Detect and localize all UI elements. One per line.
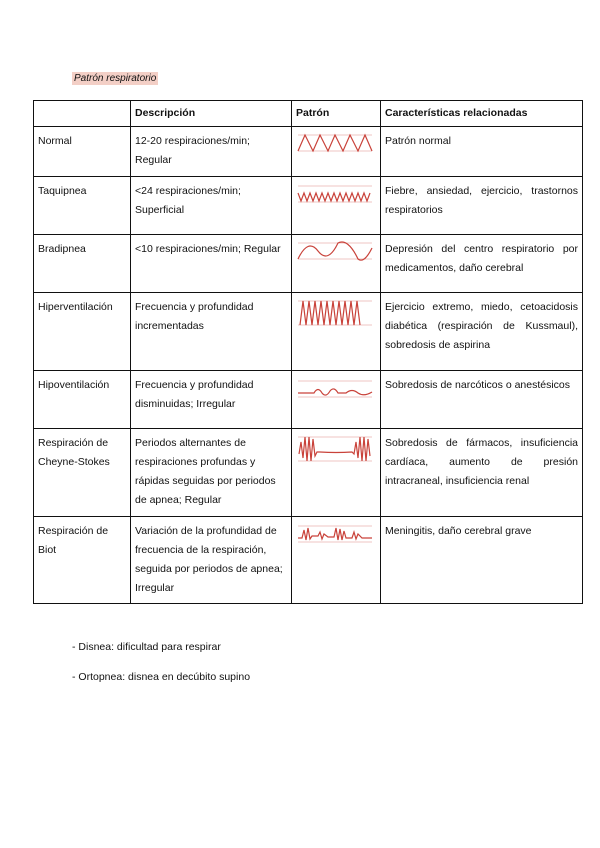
row-name: Taquipnea xyxy=(34,177,131,235)
note-item: - Disnea: dificultad para respirar xyxy=(72,641,221,653)
row-characteristics: Meningitis, daño cerebral grave xyxy=(381,517,583,604)
row-characteristics: Sobredosis de fármacos, insuficiencia cardíaca, aumento de presión intracraneal, insuficiencia renal xyxy=(381,429,583,517)
row-description: 12-20 respiraciones/min; Regular xyxy=(131,127,292,177)
table-header-row xyxy=(34,101,583,127)
row-description: Frecuencia y profundidad disminuidas; Irregular xyxy=(131,371,292,429)
row-characteristics: Sobredosis de narcóticos o anestésicos xyxy=(381,371,583,429)
deep-fast-wave-icon xyxy=(296,298,374,328)
row-characteristics: Ejercicio extremo, miedo, cetoacidosis diabética (respiración de Kussmaul), sobredosis de aspirina xyxy=(381,293,583,371)
table-row xyxy=(34,517,583,604)
note-item: - Ortopnea: disnea en decúbito supino xyxy=(72,671,251,683)
row-name: Bradipnea xyxy=(34,235,131,293)
header-name xyxy=(34,101,131,127)
row-description: Frecuencia y profundidad incrementadas xyxy=(131,293,292,371)
row-description: <24 respiraciones/min; Superficial xyxy=(131,177,292,235)
table-row xyxy=(34,127,583,177)
section-title: Patrón respiratorio xyxy=(74,73,157,84)
biot-wave-icon xyxy=(296,522,374,546)
table-row xyxy=(34,235,583,293)
row-pattern xyxy=(292,293,381,371)
row-description: <10 respiraciones/min; Regular xyxy=(131,235,292,293)
table-row xyxy=(34,177,583,235)
header-description: Descripción xyxy=(131,101,292,127)
row-characteristics: Depresión del centro respiratorio por medicamentos, daño cerebral xyxy=(381,235,583,293)
notes-list xyxy=(72,640,250,700)
row-characteristics: Fiebre, ansiedad, ejercicio, trastornos respiratorios xyxy=(381,177,583,235)
row-name: Respiración de Cheyne-Stokes xyxy=(34,429,131,517)
row-pattern xyxy=(292,127,381,177)
fast-shallow-wave-icon xyxy=(296,182,374,204)
row-pattern xyxy=(292,517,381,604)
irregular-shallow-wave-icon xyxy=(296,376,374,400)
header-characteristics: Características relacionadas xyxy=(381,101,583,127)
row-pattern xyxy=(292,235,381,293)
row-description: Periodos alternantes de respiraciones profundas y rápidas seguidas por periodos de apnea; Regular xyxy=(131,429,292,517)
row-name: Normal xyxy=(34,127,131,177)
slow-wave-icon xyxy=(296,240,374,262)
row-pattern xyxy=(292,371,381,429)
respiratory-patterns-table xyxy=(33,100,583,604)
row-pattern xyxy=(292,177,381,235)
row-name: Respiración de Biot xyxy=(34,517,131,604)
header-pattern: Patrón xyxy=(292,101,381,127)
row-characteristics: Patrón normal xyxy=(381,127,583,177)
table-row xyxy=(34,293,583,371)
table-row xyxy=(34,429,583,517)
row-pattern xyxy=(292,429,381,517)
cheyne-stokes-wave-icon xyxy=(296,434,374,464)
normal-wave-icon xyxy=(296,132,374,154)
row-name: Hipoventilación xyxy=(34,371,131,429)
row-description: Variación de la profundidad de frecuencia de la respiración, seguida por periodos de apnea; Irregular xyxy=(131,517,292,604)
row-name: Hiperventilación xyxy=(34,293,131,371)
table-row xyxy=(34,371,583,429)
